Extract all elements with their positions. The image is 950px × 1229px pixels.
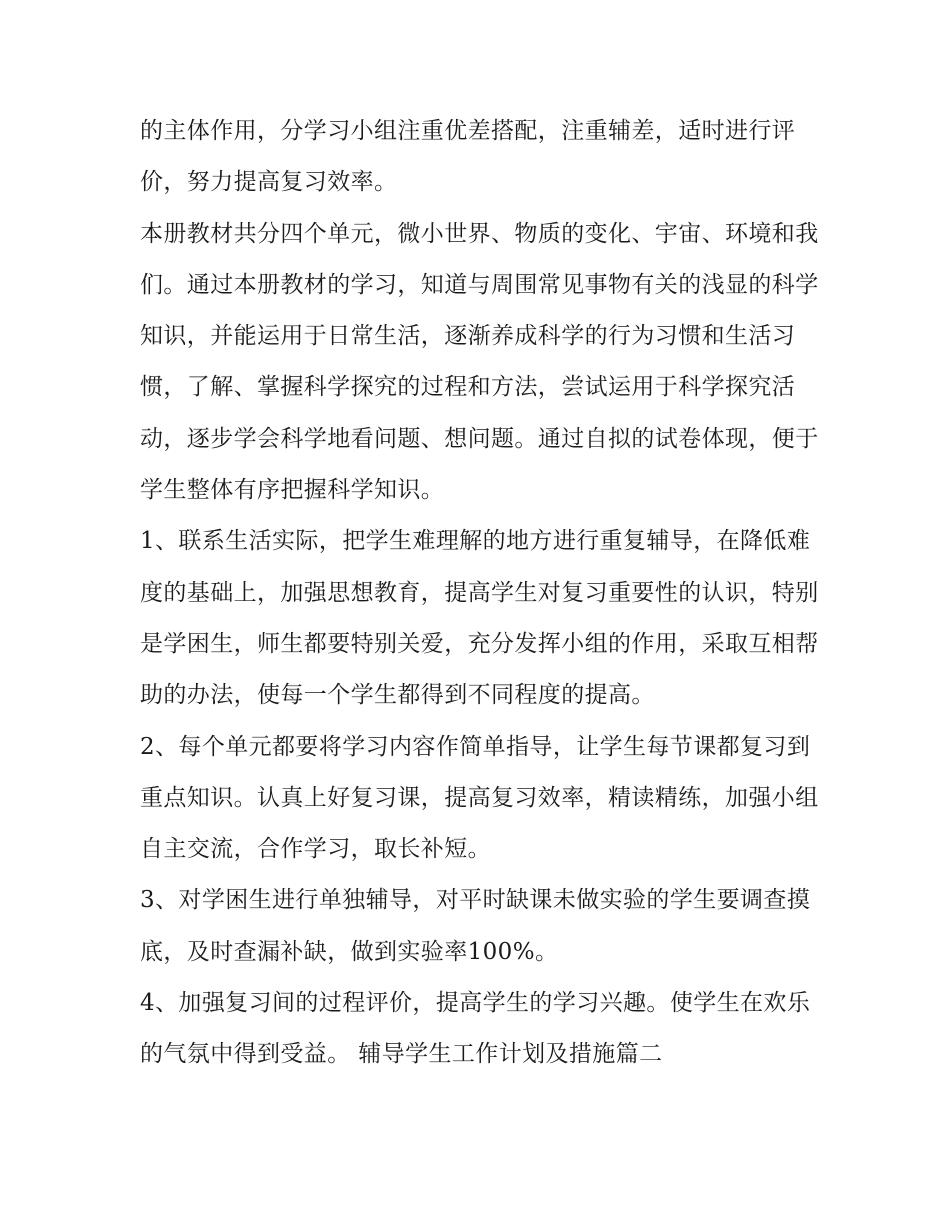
paragraph-measure-1: 1、联系生活实际，把学生难理解的地方进行重复辅导，在降低难度的基础上，加强思想教育，提高学生对复习重要性的认识，特别是学困生，师生都要特别关爱，充分发挥小组的作用，采取互相帮助的办法，使每一个学生都得到不同程度的提高。 — [140, 528, 819, 709]
paragraph-intro-continuation: 的主体作用，分学习小组注重优差搭配，注重辅差，适时进行评价，努力提高复习效率。 — [140, 118, 796, 196]
paragraph-textbook-overview: 本册教材共分四个单元，微小世界、物质的变化、宇宙、环境和我们。通过本册教材的学习，知道与周围常见事物有关的浅显的科学知识，并能运用于日常生活，逐渐养成科学的行为习惯和生活习惯，了解、掌握科学探究的过程和方法，尝试运用于科学探究活动，逐步学会科学地看问题、想问题。通过自拟的试卷体现，便于学生整体有序把握科学知识。 — [140, 220, 819, 504]
paragraph-measure-4: 4、加强复习间的过程评价，提高学生的学习兴趣。使学生在欢乐的气氛中得到受益。 辅导学生工作计划及措施篇二 — [140, 990, 811, 1068]
paragraph-measure-2: 2、每个单元都要将学习内容作简单指导，让学生每节课都复习到重点知识。认真上好复习课，提高复习效率，精读精练，加强小组自主交流，合作学习，取长补短。 — [140, 733, 819, 863]
paragraph-measure-3: 3、对学困生进行单独辅导，对平时缺课未做实验的学生要调查摸底，及时查漏补缺，做到实验率100%。 — [140, 887, 811, 965]
document-body — [140, 106, 820, 1081]
